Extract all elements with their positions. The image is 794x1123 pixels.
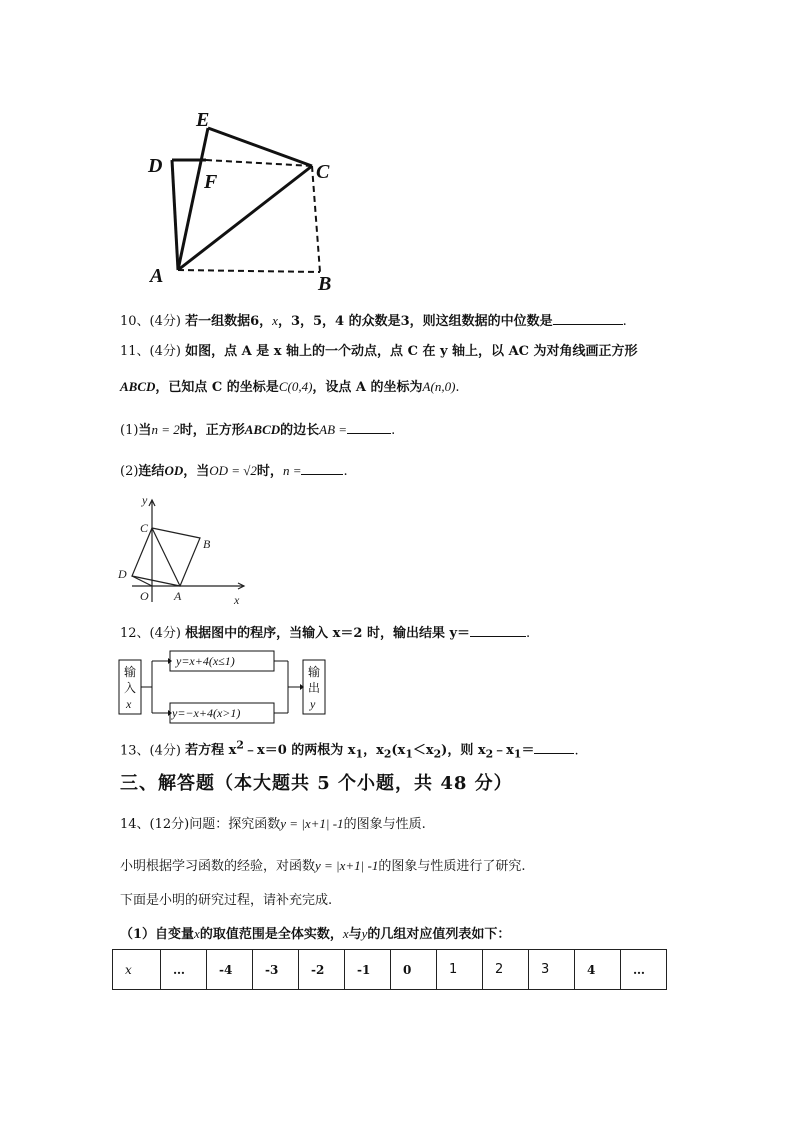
- period: .: [391, 423, 396, 438]
- table-cell: 2: [483, 950, 529, 990]
- coordinate-c: C(0,4): [278, 379, 313, 394]
- label-c: C: [140, 521, 149, 535]
- question-text: 的边长: [280, 423, 320, 438]
- question-number: 10、(4分): [120, 314, 181, 329]
- shape-name: ABCD: [244, 422, 281, 437]
- table-cell: 1: [437, 950, 483, 990]
- question-number: 14、(12分): [120, 817, 190, 832]
- table-header-x: x: [113, 950, 161, 990]
- table-cell: 3: [529, 950, 575, 990]
- question-text: ＝: [521, 743, 535, 759]
- question-text: 当: [138, 423, 152, 438]
- table-cell: -4: [207, 950, 253, 990]
- question-10: [120, 312, 627, 331]
- label-d: D: [148, 155, 163, 177]
- part-label: (1): [120, 423, 139, 438]
- subscript: 1: [513, 747, 522, 761]
- subscript: 2: [383, 747, 392, 761]
- period: .: [526, 626, 531, 641]
- answer-blank[interactable]: [347, 421, 391, 434]
- table-cell: -3: [253, 950, 299, 990]
- question-text: 如图，点 A 是 x 轴上的一个动点，点 C 在 y 轴上，以 AC 为对角线画正方形: [185, 344, 638, 359]
- label-b: B: [203, 537, 211, 551]
- bottom-formula: y=−x+4(x>1): [172, 706, 241, 720]
- question-text: ，设点 A 的坐标为: [312, 380, 423, 395]
- question-14-line-2: [120, 857, 525, 876]
- square-abcd-figure: [140, 100, 360, 300]
- question-13: [120, 737, 579, 764]
- question-text: 问题：探究函数: [189, 817, 281, 832]
- answer-blank[interactable]: [534, 741, 574, 754]
- condition: n = 2: [151, 422, 180, 437]
- question-text: ，3，5，4 的众数是3，则这组数据的中位数是: [277, 314, 553, 329]
- question-text: ，已知点 C 的坐标是: [155, 380, 279, 395]
- answer-blank[interactable]: [301, 462, 343, 475]
- period: .: [574, 743, 579, 759]
- question-11-line-2: [120, 378, 460, 397]
- label-b: B: [318, 273, 332, 295]
- function-expression: y = |x+1| -1: [280, 816, 344, 831]
- shape-name: ABCD: [120, 379, 156, 394]
- subscript: 2: [485, 747, 494, 761]
- question-14-line-3: [120, 892, 332, 910]
- question-text: 若一组数据6，: [185, 314, 273, 329]
- question-11-line-1: [120, 343, 638, 361]
- section-heading: 三、解答题（本大题共 5 个小题，共 48 分）: [120, 773, 513, 794]
- table-cell: -2: [299, 950, 345, 990]
- question-14-line-1: [120, 815, 426, 834]
- question-text: 时，正方形: [179, 423, 245, 438]
- table-cell: -1: [345, 950, 391, 990]
- variable: x: [272, 313, 278, 328]
- label-a: A: [150, 265, 164, 287]
- function-expression: y = |x+1| -1: [315, 858, 379, 873]
- segment-ab-dashed: [178, 270, 320, 272]
- period: .: [343, 464, 348, 479]
- answer-blank[interactable]: [553, 312, 623, 325]
- label-x: x: [234, 593, 240, 607]
- condition: OD = √2: [209, 463, 257, 478]
- output-label-1: 输: [308, 665, 321, 679]
- table-cell: 0: [391, 950, 437, 990]
- question-number: 11、(4分): [120, 344, 181, 359]
- table-cell: 4: [575, 950, 621, 990]
- question-text: 与: [348, 927, 362, 942]
- question-text: 时，: [256, 464, 283, 479]
- superscript: 2: [236, 739, 244, 752]
- label-e: E: [196, 109, 210, 131]
- label-d: D: [118, 567, 127, 581]
- question-text: ﹣x: [493, 743, 514, 759]
- label-c: C: [316, 161, 330, 183]
- question-text: 连结: [138, 464, 165, 479]
- question-text: ，x: [363, 743, 384, 759]
- variable: x: [194, 926, 200, 941]
- segment-name: OD: [164, 463, 184, 478]
- value-table: [112, 949, 667, 990]
- question-text: 若方程 x: [185, 743, 237, 759]
- question-text: 下面是小明的研究过程，请补充完成.: [120, 893, 333, 908]
- question-text: 小明根据学习函数的经验，对函数: [120, 859, 316, 874]
- question-number: 13、(4分): [120, 743, 181, 759]
- output-label-2: 出: [308, 681, 321, 695]
- part-label: (2): [120, 464, 139, 479]
- question-text: （1）自变量: [120, 927, 195, 942]
- subscript: 1: [355, 747, 364, 761]
- top-formula: y=x+4(x≤1): [176, 654, 235, 668]
- segment-ec: [208, 128, 312, 166]
- subscript: 2: [433, 747, 442, 761]
- answer-blank[interactable]: [470, 624, 526, 637]
- question-text: )，则 x: [441, 743, 486, 759]
- expression: AB =: [319, 422, 348, 437]
- question-text: ＜x: [412, 743, 434, 759]
- label-y: y: [142, 493, 148, 507]
- label-f: F: [204, 171, 218, 193]
- question-text: 的图象与性质.: [343, 817, 426, 832]
- question-number: 12、(4分): [120, 626, 181, 641]
- period: .: [622, 314, 627, 329]
- table-row: [113, 950, 667, 990]
- question-11-part-2: [120, 462, 348, 481]
- input-label-1: 输: [124, 665, 137, 679]
- table-cell: …: [161, 950, 207, 990]
- period: .: [455, 380, 460, 395]
- output-label-3: y: [310, 697, 316, 711]
- variable: x: [342, 926, 349, 941]
- expression: n =: [282, 463, 302, 478]
- coordinate-a: A(n,0): [422, 379, 456, 394]
- question-text: 的几组对应值列表如下：: [367, 927, 511, 942]
- label-o: O: [140, 589, 149, 603]
- question-text: 根据图中的程序，当输入 x＝2 时，输出结果 y＝: [185, 626, 471, 641]
- question-11-part-1: [120, 421, 395, 440]
- segment-ad: [172, 160, 178, 270]
- question-text: 的图象与性质进行了研究.: [378, 859, 526, 874]
- program-flowchart: [116, 648, 336, 724]
- question-text: ，当: [183, 464, 210, 479]
- coordinate-figure: [116, 490, 256, 610]
- diagonal-ac: [152, 528, 180, 586]
- table-cell: …: [621, 950, 667, 990]
- question-14-line-4: [120, 925, 510, 944]
- subscript: 1: [405, 747, 413, 761]
- label-a: A: [174, 589, 182, 603]
- variable: y: [361, 926, 368, 941]
- input-label-3: x: [126, 697, 132, 711]
- question-text: ﹣x＝0 的两根为 x: [243, 743, 356, 759]
- question-12: [120, 624, 530, 643]
- input-label-2: 入: [124, 681, 137, 695]
- question-text: (x: [391, 743, 406, 759]
- question-text: 的取值范围是全体实数，: [199, 927, 343, 942]
